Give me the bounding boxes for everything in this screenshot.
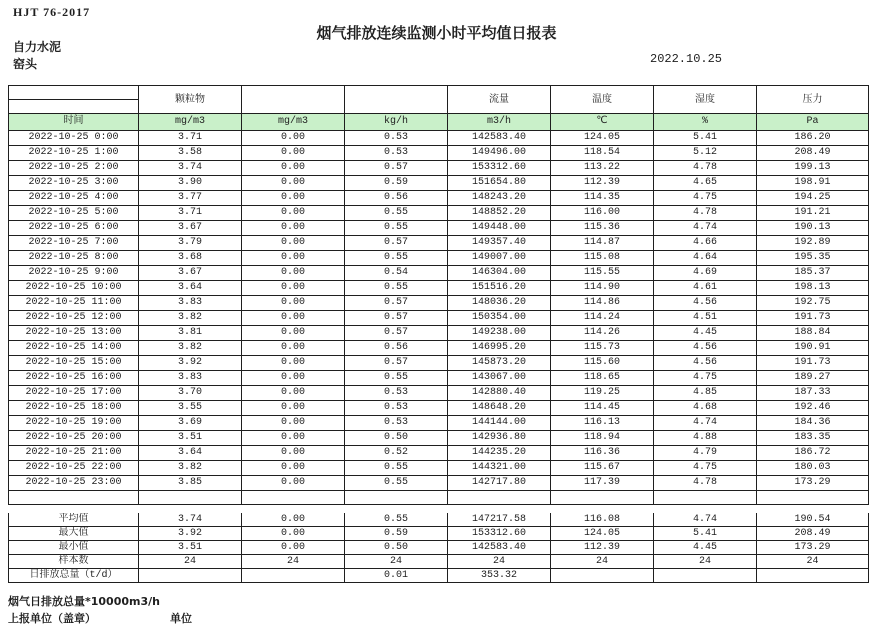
- group-header-blank-2: [345, 86, 448, 114]
- group-header-row: [9, 86, 869, 100]
- value-cell: 3.64: [139, 446, 242, 461]
- value-cell: 119.25: [551, 386, 654, 401]
- value-cell: 191.73: [757, 356, 869, 371]
- table-row: [9, 296, 869, 311]
- value-cell: 190.13: [757, 221, 869, 236]
- time-cell: 2022-10-25 9:00: [9, 266, 139, 281]
- summary-value: 153312.60: [448, 527, 551, 541]
- value-cell: 113.22: [551, 161, 654, 176]
- value-cell: 198.91: [757, 176, 869, 191]
- value-cell: 0.57: [345, 311, 448, 326]
- value-cell: 4.68: [654, 401, 757, 416]
- value-cell: 0.00: [242, 311, 345, 326]
- time-cell: 2022-10-25 4:00: [9, 191, 139, 206]
- value-cell: 192.75: [757, 296, 869, 311]
- summary-value: [654, 569, 757, 583]
- value-cell: 190.91: [757, 341, 869, 356]
- value-cell: 0.53: [345, 401, 448, 416]
- report-table: [8, 85, 869, 583]
- value-cell: 0.00: [242, 146, 345, 161]
- value-cell: 0.00: [242, 176, 345, 191]
- value-cell: 0.00: [242, 131, 345, 146]
- value-cell: 4.85: [654, 386, 757, 401]
- unit-label: 单位: [170, 612, 192, 625]
- summary-value: 112.39: [551, 541, 654, 555]
- value-cell: 199.13: [757, 161, 869, 176]
- summary-value: 173.29: [757, 541, 869, 555]
- table-row: [9, 356, 869, 371]
- value-cell: 4.75: [654, 461, 757, 476]
- unit-header-row: [9, 114, 869, 131]
- summary-value: 190.54: [757, 513, 869, 527]
- value-cell: 118.54: [551, 146, 654, 161]
- value-cell: 112.39: [551, 176, 654, 191]
- value-cell: 0.00: [242, 221, 345, 236]
- time-cell: 2022-10-25 13:00: [9, 326, 139, 341]
- value-cell: 0.00: [242, 326, 345, 341]
- summary-value: [139, 569, 242, 583]
- company-name: 自力水泥: [13, 40, 62, 54]
- value-cell: 115.55: [551, 266, 654, 281]
- summary-label: 日排放总量（t/d）: [9, 569, 139, 583]
- summary-value: 24: [448, 555, 551, 569]
- summary-label: 最大值: [9, 527, 139, 541]
- value-cell: 3.77: [139, 191, 242, 206]
- value-cell: 191.21: [757, 206, 869, 221]
- value-cell: 192.46: [757, 401, 869, 416]
- value-cell: 186.72: [757, 446, 869, 461]
- value-cell: 0.00: [242, 446, 345, 461]
- value-cell: 0.00: [242, 161, 345, 176]
- summary-value: [242, 569, 345, 583]
- summary-value: 3.92: [139, 527, 242, 541]
- value-cell: 4.61: [654, 281, 757, 296]
- value-cell: 3.67: [139, 221, 242, 236]
- time-cell: 2022-10-25 7:00: [9, 236, 139, 251]
- value-cell: 144144.00: [448, 416, 551, 431]
- value-cell: 3.74: [139, 161, 242, 176]
- value-cell: 4.51: [654, 311, 757, 326]
- table-row: [9, 416, 869, 431]
- value-cell: 149238.00: [448, 326, 551, 341]
- value-cell: 3.55: [139, 401, 242, 416]
- value-cell: 115.08: [551, 251, 654, 266]
- value-cell: 3.83: [139, 371, 242, 386]
- summary-value: 0.00: [242, 513, 345, 527]
- time-cell: 2022-10-25 22:00: [9, 461, 139, 476]
- value-cell: 148852.20: [448, 206, 551, 221]
- value-cell: 3.58: [139, 146, 242, 161]
- value-cell: 114.86: [551, 296, 654, 311]
- summary-value: 0.00: [242, 527, 345, 541]
- header-blank-top-cell: [9, 86, 139, 100]
- time-cell: 2022-10-25 2:00: [9, 161, 139, 176]
- value-cell: 115.73: [551, 341, 654, 356]
- time-cell: 2022-10-25 17:00: [9, 386, 139, 401]
- summary-value: [757, 569, 869, 583]
- summary-label: 最小值: [9, 541, 139, 555]
- value-cell: 114.35: [551, 191, 654, 206]
- value-cell: 144321.00: [448, 461, 551, 476]
- value-cell: 0.53: [345, 416, 448, 431]
- value-cell: 4.65: [654, 176, 757, 191]
- group-header-temperature: 温度: [551, 86, 654, 114]
- summary-value: 5.41: [654, 527, 757, 541]
- value-cell: 0.00: [242, 191, 345, 206]
- value-cell: 208.49: [757, 146, 869, 161]
- table-row: [9, 131, 869, 146]
- unit-cell-temperature: ℃: [551, 114, 654, 131]
- value-cell: 146304.00: [448, 266, 551, 281]
- value-cell: 149357.40: [448, 236, 551, 251]
- value-cell: 115.60: [551, 356, 654, 371]
- value-cell: 0.00: [242, 416, 345, 431]
- value-cell: 0.55: [345, 461, 448, 476]
- value-cell: 118.94: [551, 431, 654, 446]
- summary-row: [9, 569, 869, 583]
- value-cell: 151516.20: [448, 281, 551, 296]
- value-cell: 0.57: [345, 296, 448, 311]
- group-header-particulate: 颗粒物: [139, 86, 242, 114]
- summary-row: [9, 527, 869, 541]
- summary-value: 116.08: [551, 513, 654, 527]
- value-cell: 4.75: [654, 371, 757, 386]
- value-cell: 4.75: [654, 191, 757, 206]
- table-header: [9, 86, 869, 131]
- value-cell: 0.55: [345, 206, 448, 221]
- value-cell: 148243.20: [448, 191, 551, 206]
- value-cell: 149448.00: [448, 221, 551, 236]
- value-cell: 0.00: [242, 386, 345, 401]
- summary-value: 24: [242, 555, 345, 569]
- value-cell: 148036.20: [448, 296, 551, 311]
- value-cell: 0.57: [345, 161, 448, 176]
- value-cell: 149496.00: [448, 146, 551, 161]
- value-cell: 0.00: [242, 281, 345, 296]
- table-row: [9, 161, 869, 176]
- value-cell: 0.53: [345, 131, 448, 146]
- value-cell: 4.79: [654, 446, 757, 461]
- table-row: [9, 386, 869, 401]
- standard-code: HJT 76-2017: [13, 5, 91, 19]
- group-header-pressure: 压力: [757, 86, 869, 114]
- value-cell: 186.20: [757, 131, 869, 146]
- value-cell: 3.67: [139, 266, 242, 281]
- time-cell: 2022-10-25 0:00: [9, 131, 139, 146]
- summary-value: 24: [654, 555, 757, 569]
- value-cell: 142936.80: [448, 431, 551, 446]
- table-row: [9, 191, 869, 206]
- table-row: [9, 281, 869, 296]
- separator-section: [9, 491, 869, 514]
- summary-value: 24: [551, 555, 654, 569]
- table-row: [9, 176, 869, 191]
- value-cell: 0.00: [242, 341, 345, 356]
- value-cell: 124.05: [551, 131, 654, 146]
- value-cell: 0.00: [242, 356, 345, 371]
- value-cell: 0.55: [345, 251, 448, 266]
- value-cell: 0.54: [345, 266, 448, 281]
- value-cell: 142717.80: [448, 476, 551, 491]
- value-cell: 3.51: [139, 431, 242, 446]
- value-cell: 3.83: [139, 296, 242, 311]
- value-cell: 0.53: [345, 146, 448, 161]
- value-cell: 198.13: [757, 281, 869, 296]
- value-cell: 0.00: [242, 461, 345, 476]
- table-row: [9, 431, 869, 446]
- time-cell: 2022-10-25 8:00: [9, 251, 139, 266]
- report-unit-label: 上报单位（盖章）: [8, 612, 96, 625]
- value-cell: 0.00: [242, 206, 345, 221]
- summary-value: 0.55: [345, 513, 448, 527]
- value-cell: 114.24: [551, 311, 654, 326]
- value-cell: 114.26: [551, 326, 654, 341]
- value-cell: 0.53: [345, 386, 448, 401]
- value-cell: 3.71: [139, 206, 242, 221]
- header-blank-bottom-cell: [9, 100, 139, 114]
- value-cell: 115.36: [551, 221, 654, 236]
- value-cell: 3.64: [139, 281, 242, 296]
- value-cell: 189.27: [757, 371, 869, 386]
- value-cell: 4.78: [654, 476, 757, 491]
- summary-value: 4.45: [654, 541, 757, 555]
- value-cell: 116.00: [551, 206, 654, 221]
- value-cell: 0.00: [242, 251, 345, 266]
- summary-row: [9, 541, 869, 555]
- value-cell: 3.69: [139, 416, 242, 431]
- unit-cell-humidity: %: [654, 114, 757, 131]
- data-rows: [9, 131, 869, 491]
- spacer-row: [9, 505, 869, 514]
- value-cell: 185.37: [757, 266, 869, 281]
- value-cell: 4.45: [654, 326, 757, 341]
- table-row: [9, 221, 869, 236]
- table-row: [9, 236, 869, 251]
- summary-row: [9, 513, 869, 527]
- group-header-flow: 流量: [448, 86, 551, 114]
- value-cell: 0.00: [242, 431, 345, 446]
- group-header-humidity: 湿度: [654, 86, 757, 114]
- value-cell: 114.87: [551, 236, 654, 251]
- table-row: [9, 476, 869, 491]
- group-header-blank-1: [242, 86, 345, 114]
- time-cell: 2022-10-25 23:00: [9, 476, 139, 491]
- value-cell: 0.00: [242, 296, 345, 311]
- summary-value: 0.00: [242, 541, 345, 555]
- value-cell: 150354.00: [448, 311, 551, 326]
- value-cell: 0.00: [242, 266, 345, 281]
- value-cell: 142880.40: [448, 386, 551, 401]
- value-cell: 3.85: [139, 476, 242, 491]
- table-row: [9, 266, 869, 281]
- value-cell: 173.29: [757, 476, 869, 491]
- summary-value: 147217.58: [448, 513, 551, 527]
- value-cell: 114.90: [551, 281, 654, 296]
- value-cell: 116.13: [551, 416, 654, 431]
- value-cell: 4.74: [654, 221, 757, 236]
- value-cell: 0.50: [345, 431, 448, 446]
- time-cell: 2022-10-25 14:00: [9, 341, 139, 356]
- summary-label: 平均值: [9, 513, 139, 527]
- monitoring-point-name: 窑头: [13, 57, 38, 71]
- time-cell: 2022-10-25 16:00: [9, 371, 139, 386]
- value-cell: 0.59: [345, 176, 448, 191]
- summary-value: 0.50: [345, 541, 448, 555]
- value-cell: 184.36: [757, 416, 869, 431]
- table-row: [9, 446, 869, 461]
- value-cell: 192.89: [757, 236, 869, 251]
- value-cell: 3.82: [139, 341, 242, 356]
- value-cell: 183.35: [757, 431, 869, 446]
- time-cell: 2022-10-25 21:00: [9, 446, 139, 461]
- value-cell: 187.33: [757, 386, 869, 401]
- summary-value: 24: [345, 555, 448, 569]
- flow-total-note: 烟气日排放总量*10000m3/h: [8, 595, 160, 608]
- value-cell: 115.67: [551, 461, 654, 476]
- time-cell: 2022-10-25 11:00: [9, 296, 139, 311]
- value-cell: 148648.20: [448, 401, 551, 416]
- value-cell: 3.92: [139, 356, 242, 371]
- time-cell: 2022-10-25 5:00: [9, 206, 139, 221]
- value-cell: 0.56: [345, 341, 448, 356]
- summary-value: 3.51: [139, 541, 242, 555]
- time-cell: 2022-10-25 1:00: [9, 146, 139, 161]
- value-cell: 0.52: [345, 446, 448, 461]
- unit-cell-flow: m3/h: [448, 114, 551, 131]
- value-cell: 5.12: [654, 146, 757, 161]
- value-cell: 3.68: [139, 251, 242, 266]
- value-cell: 0.55: [345, 371, 448, 386]
- summary-rows: [9, 513, 869, 583]
- value-cell: 3.71: [139, 131, 242, 146]
- value-cell: 4.56: [654, 341, 757, 356]
- unit-cell-pm-conc: mg/m3: [139, 114, 242, 131]
- value-cell: 4.56: [654, 296, 757, 311]
- value-cell: 4.74: [654, 416, 757, 431]
- value-cell: 180.03: [757, 461, 869, 476]
- table-row: [9, 401, 869, 416]
- value-cell: 117.39: [551, 476, 654, 491]
- summary-value: 0.59: [345, 527, 448, 541]
- value-cell: 0.57: [345, 236, 448, 251]
- value-cell: 118.65: [551, 371, 654, 386]
- value-cell: 149007.00: [448, 251, 551, 266]
- value-cell: 0.00: [242, 371, 345, 386]
- time-cell: 2022-10-25 10:00: [9, 281, 139, 296]
- report-date: 2022.10.25: [650, 52, 723, 66]
- value-cell: 0.57: [345, 356, 448, 371]
- value-cell: 3.82: [139, 311, 242, 326]
- table-row: [9, 371, 869, 386]
- value-cell: 114.45: [551, 401, 654, 416]
- time-cell: 2022-10-25 18:00: [9, 401, 139, 416]
- value-cell: 191.73: [757, 311, 869, 326]
- summary-value: 24: [757, 555, 869, 569]
- summary-row: [9, 555, 869, 569]
- unit-cell-pressure: Pa: [757, 114, 869, 131]
- summary-value: 208.49: [757, 527, 869, 541]
- table-row: [9, 341, 869, 356]
- time-cell: 2022-10-25 20:00: [9, 431, 139, 446]
- value-cell: 0.55: [345, 221, 448, 236]
- value-cell: 153312.60: [448, 161, 551, 176]
- time-cell: 2022-10-25 3:00: [9, 176, 139, 191]
- unit-cell-rate: kg/h: [345, 114, 448, 131]
- value-cell: 4.88: [654, 431, 757, 446]
- value-cell: 195.35: [757, 251, 869, 266]
- value-cell: 4.56: [654, 356, 757, 371]
- value-cell: 5.41: [654, 131, 757, 146]
- value-cell: 151654.80: [448, 176, 551, 191]
- table-row: [9, 311, 869, 326]
- value-cell: 0.55: [345, 476, 448, 491]
- table-row: [9, 206, 869, 221]
- value-cell: 144235.20: [448, 446, 551, 461]
- value-cell: 0.57: [345, 326, 448, 341]
- value-cell: 188.84: [757, 326, 869, 341]
- value-cell: 4.69: [654, 266, 757, 281]
- value-cell: 194.25: [757, 191, 869, 206]
- value-cell: 142583.40: [448, 131, 551, 146]
- value-cell: 3.79: [139, 236, 242, 251]
- value-cell: 143067.00: [448, 371, 551, 386]
- time-cell: 2022-10-25 6:00: [9, 221, 139, 236]
- value-cell: 4.64: [654, 251, 757, 266]
- value-cell: 4.78: [654, 206, 757, 221]
- table-row: [9, 461, 869, 476]
- unit-cell-time: 时间: [9, 114, 139, 131]
- value-cell: 3.90: [139, 176, 242, 191]
- table-row: [9, 251, 869, 266]
- value-cell: 0.00: [242, 236, 345, 251]
- summary-value: 353.32: [448, 569, 551, 583]
- value-cell: 116.36: [551, 446, 654, 461]
- value-cell: 3.70: [139, 386, 242, 401]
- value-cell: 4.78: [654, 161, 757, 176]
- value-cell: 3.81: [139, 326, 242, 341]
- value-cell: 0.00: [242, 476, 345, 491]
- time-cell: 2022-10-25 12:00: [9, 311, 139, 326]
- summary-value: 3.74: [139, 513, 242, 527]
- summary-label: 样本数: [9, 555, 139, 569]
- value-cell: 145873.20: [448, 356, 551, 371]
- value-cell: 3.82: [139, 461, 242, 476]
- summary-value: 124.05: [551, 527, 654, 541]
- table-row: [9, 326, 869, 341]
- unit-cell-conc2: mg/m3: [242, 114, 345, 131]
- summary-value: 4.74: [654, 513, 757, 527]
- value-cell: 0.55: [345, 281, 448, 296]
- summary-value: 24: [139, 555, 242, 569]
- table-row: [9, 146, 869, 161]
- summary-value: 0.01: [345, 569, 448, 583]
- summary-value: 142583.40: [448, 541, 551, 555]
- value-cell: 0.56: [345, 191, 448, 206]
- time-cell: 2022-10-25 15:00: [9, 356, 139, 371]
- summary-value: [551, 569, 654, 583]
- value-cell: 4.66: [654, 236, 757, 251]
- value-cell: 146995.20: [448, 341, 551, 356]
- empty-row: [9, 491, 869, 505]
- value-cell: 0.00: [242, 401, 345, 416]
- report-title: 烟气排放连续监测小时平均值日报表: [316, 24, 557, 42]
- time-cell: 2022-10-25 19:00: [9, 416, 139, 431]
